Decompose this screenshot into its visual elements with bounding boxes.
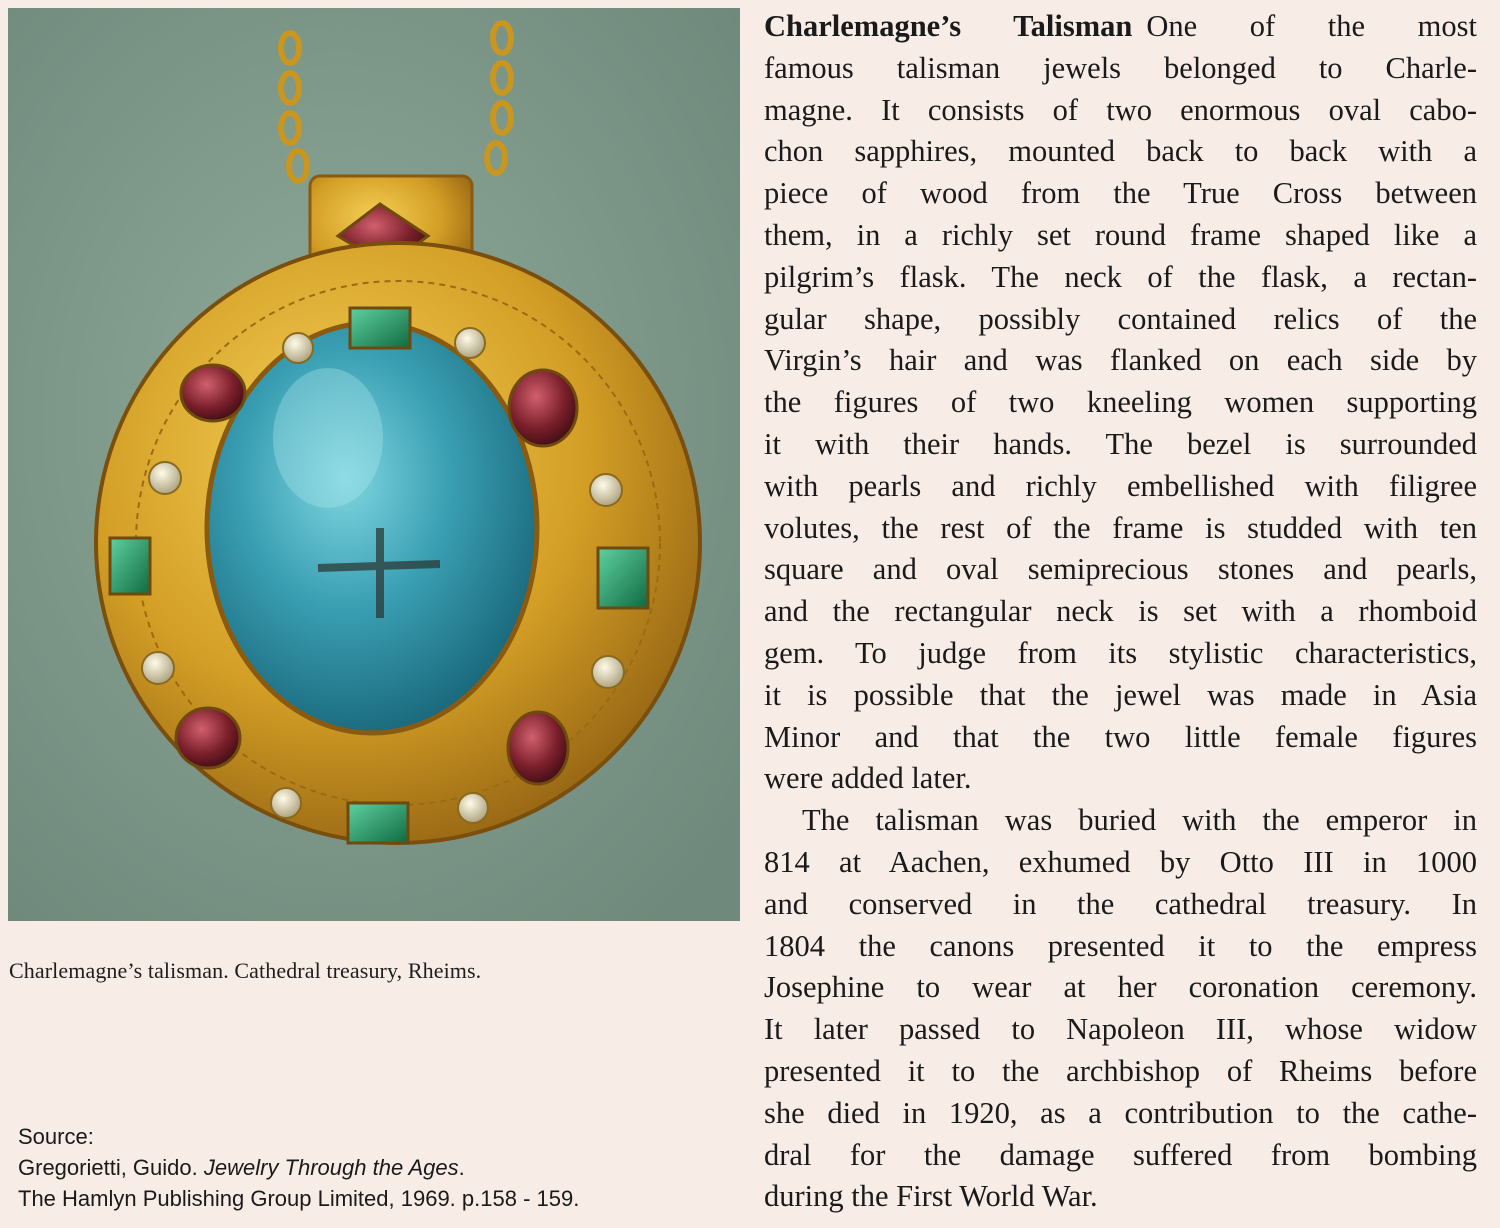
source-publisher: The Hamlyn Publishing Group Limited, 1969. p.158 - 159. xyxy=(18,1186,580,1211)
source-label: Source: xyxy=(18,1124,94,1149)
paragraph-1: Charlemagne’s Talisman One of the most famous talisman jewels belonged to Charle- magne. It consists of two enormous oval cabo- chon sapphires, mounted back to back with a piece of wood from the True Cross between them, in a richly set round frame shaped like a pilgrim’s flask. The neck of the flask, a rectan- gular shape, possibly contained relics of the Virgin’s hair and was flanked on each side by the figures of two kneeling women supporting it with their hands. The bezel is surrounded with pearls and richly embellished with filigree volutes, the rest of the frame is studded with ten square and oval semiprecious stones and pearls, and the rectangular neck is set with a rhomboid gem. To judge from its stylistic characteristics, it is possible that the jewel was made in Asia Minor and that the two little female figures were added later. xyxy=(764,9,1477,796)
sapphire xyxy=(207,323,537,733)
article-title: Charlemagne’s Talisman xyxy=(764,9,1133,43)
source-reference: Gregorietti, Guido. Jewelry Through the Ages. xyxy=(18,1155,465,1180)
source-citation xyxy=(18,1121,579,1214)
article-text xyxy=(764,6,1477,1218)
source-author: Gregorietti, Guido. xyxy=(18,1155,198,1180)
talisman-photo xyxy=(8,8,740,921)
paragraph-2: The talisman was buried with the emperor in 814 at Aachen, exhumed by Otto III in 1000 and conserved in the cathedral treasury. In 1804 the canons presented it to the empress Josephine to wear at her coronation ceremony. It later passed to Napoleon III, whose widow presented it to the archbishop of Rheims before she died in 1920, as a contribution to the cathe- dral for the damage suffered from bombing during the First World War. xyxy=(764,803,1477,1214)
talisman-illustration xyxy=(8,8,740,921)
source-book-title: Jewelry Through the Ages xyxy=(203,1155,459,1180)
photo-caption: Charlemagne’s talisman. Cathedral treasury, Rheims. xyxy=(9,958,482,983)
